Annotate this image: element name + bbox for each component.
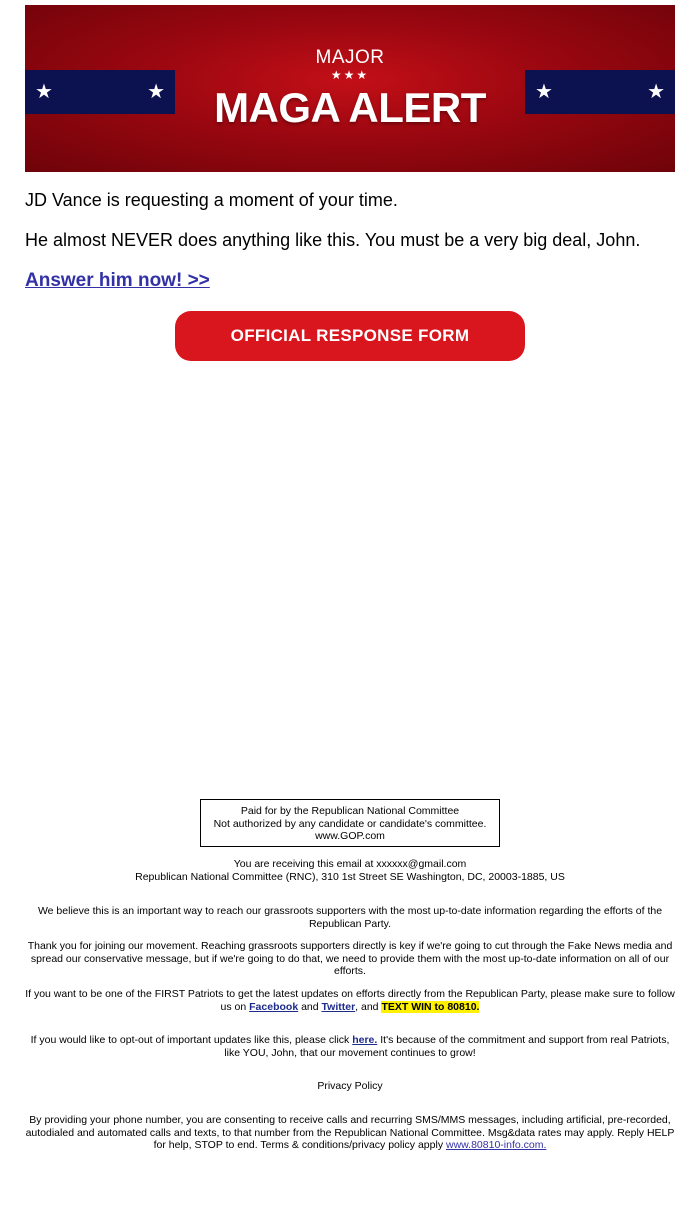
paid-for-line: Paid for by the Republican National Committee — [240, 805, 460, 817]
star-icon: ★ — [35, 81, 53, 103]
thanks-paragraph: Thank you for joining our movement. Reaching grassroots supporters directly is key if we're going to cut through the Fake News media and spread our conservative message, but if we're going to do that, we need to provide them with the most up-to-date information on all of our efforts. — [27, 940, 673, 977]
star-icon: ★ — [535, 81, 553, 103]
receiving-email-notice — [25, 858, 675, 883]
facebook-link[interactable]: Facebook — [249, 1000, 299, 1013]
recipient-email: xxxxxx@gmail.com — [376, 858, 467, 870]
maga-alert-banner — [25, 5, 675, 172]
message-line-1: JD Vance is requesting a moment of your time. — [25, 190, 398, 210]
follow-paragraph — [25, 988, 675, 1013]
belief-paragraph: We believe this is an important way to reach our grassroots supporters with the most up-to-date information regarding the efforts of the Republican Party. — [37, 905, 663, 930]
terms-info-link[interactable]: www.80810-info.com. — [446, 1139, 547, 1151]
star-icon: ★ — [147, 81, 165, 103]
star-icon: ★ — [647, 81, 665, 103]
optout-here-link[interactable]: here. — [352, 1034, 378, 1046]
official-response-form-button[interactable]: OFFICIAL RESPONSE FORM — [175, 311, 525, 361]
receiving-prefix: You are receiving this email at — [233, 858, 377, 870]
optout-text-2: It's because of the commitment and support from real Patriots, like YOU, John, that our movement continues to grow! — [224, 1034, 670, 1059]
follow-text: If you want to be one of the FIRST Patriots to get the latest updates on efforts directly from the Republican Party, please make sure to follow us on — [25, 988, 675, 1013]
optout-text-1: If you would like to opt-out of important updates like this, please click — [30, 1034, 353, 1046]
gop-website-text: www.GOP.com — [315, 830, 385, 842]
consent-text: By providing your phone number, you are consenting to receive calls and recurring SMS/MMS messages, including artificial, pre-recorded, autodialed and automated calls and texts, to that number from the Republican National Committee. Msg&data rates may apply. Reply HELP for help, STOP to end. Terms & conditions/privacy policy apply — [25, 1114, 675, 1151]
follow-and-2: , and — [355, 1000, 382, 1013]
follow-and: and — [298, 1000, 322, 1013]
twitter-link[interactable]: Twitter — [321, 1000, 356, 1013]
banner-major-text: MAJOR — [315, 47, 385, 68]
not-authorized-line: Not authorized by any candidate or candidate's committee. — [213, 817, 487, 830]
answer-him-now-link[interactable]: Answer him now! >> — [25, 270, 210, 291]
consent-paragraph — [25, 1114, 675, 1152]
banner-title: MAGA ALERT — [214, 84, 486, 131]
message-line-2: He almost NEVER does anything like this. You must be a very big deal, John. — [25, 230, 641, 250]
paid-for-disclaimer-box — [200, 799, 500, 847]
optout-paragraph — [25, 1034, 675, 1059]
privacy-policy-text: Privacy Policy — [317, 1080, 383, 1092]
banner-stars-icon: ★★★ — [330, 68, 370, 82]
text-win-highlight: TEXT WIN to 80810. — [381, 1000, 480, 1013]
rnc-address: Republican National Committee (RNC), 310 1st Street SE Washington, DC, 20003-1885, US — [135, 870, 565, 883]
